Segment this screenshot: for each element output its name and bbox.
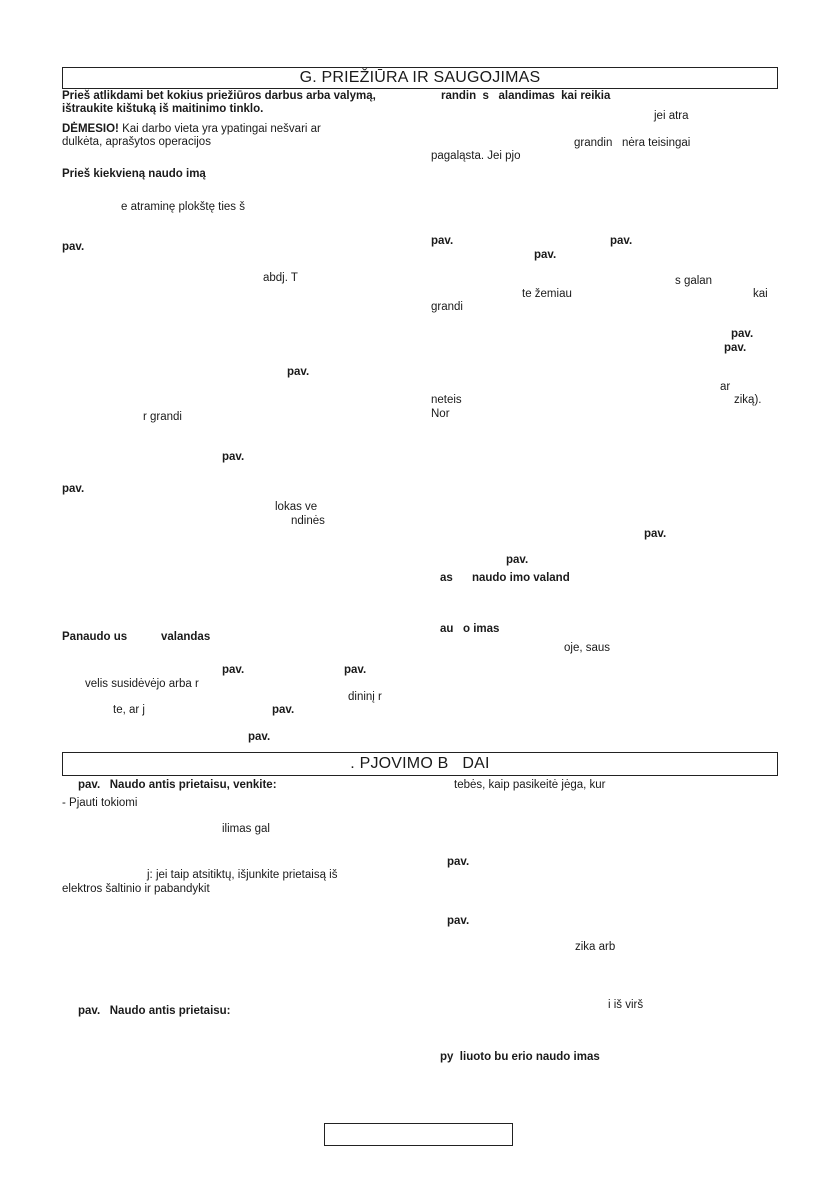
warning-line-2: ištraukite kištuką iš maitinimo tinklo. <box>62 103 264 115</box>
text-fragment: grandin nėra teisingai <box>574 137 691 149</box>
usage-hours-heading: as naudo imo valand <box>440 572 570 584</box>
figure-reference: pav. <box>62 241 85 253</box>
text-fragment: s galan <box>675 275 713 287</box>
storage-heading: au o imas <box>440 623 500 635</box>
text-fragment: neteis <box>431 394 462 406</box>
figure-reference: pav. <box>731 328 754 340</box>
figure-reference: pav. <box>447 856 470 868</box>
text-fragment: ziką). <box>734 394 762 406</box>
figure-reference: pav. <box>610 235 633 247</box>
figure-reference: pav. <box>344 664 367 676</box>
attention-text: Kai darbo vieta yra ypatingai nešvari ar <box>118 123 321 135</box>
after-hours-heading: Panaudo us <box>62 631 128 643</box>
text-fragment: ilimas gal <box>222 823 270 835</box>
text-fragment: pagaląsta. Jei pjo <box>431 150 521 162</box>
attention-paragraph <box>62 122 321 136</box>
text-fragment: tebės, kaip pasikeitė jėga, kur <box>454 779 606 791</box>
text-fragment: kai <box>753 288 768 300</box>
chain-sharpening-heading: randin s alandimas kai reikia <box>441 90 611 102</box>
use-heading: pav. Naudo antis prietaisu: <box>78 1005 231 1017</box>
page-number-box <box>324 1123 513 1146</box>
text-fragment: grandi <box>431 301 463 313</box>
text-fragment: te, ar j <box>113 704 145 716</box>
text-fragment: e atraminę plokštę ties š <box>121 201 246 213</box>
figure-reference: pav. <box>506 554 529 566</box>
text-fragment: j: jei taip atsitiktų, išjunkite prietaisą iš <box>147 869 338 881</box>
figure-reference: pav. <box>287 366 310 378</box>
section-h-title: . PJOVIMO B DAI <box>350 755 490 772</box>
text-fragment: - Pjauti tokiomi <box>62 797 138 809</box>
text-fragment: ndinės <box>291 515 325 527</box>
attention-line-2: dulkėta, aprašytos operacijos <box>62 136 211 148</box>
text-fragment: oje, saus <box>564 642 611 654</box>
text-fragment: velis susidėvėjo arba r <box>85 678 199 690</box>
text-fragment: te žemiau <box>522 288 572 300</box>
text-fragment: i iš virš <box>608 999 644 1011</box>
figure-reference: pav. <box>62 483 85 495</box>
section-h-title-box <box>62 752 778 776</box>
figure-reference: pav. <box>248 731 271 743</box>
section-g-title: G. PRIEŽIŪRA IR SAUGOJIMAS <box>299 69 541 86</box>
text-fragment: dininį r <box>348 691 382 703</box>
figure-reference: pav. <box>724 342 747 354</box>
figure-reference: pav. <box>431 235 454 247</box>
avoid-heading: pav. Naudo antis prietaisu, venkite: <box>78 779 277 791</box>
section-g-title-box <box>62 67 778 89</box>
figure-reference: pav. <box>644 528 667 540</box>
after-hours-heading-2: valandas <box>161 631 211 643</box>
bumper-usage-heading: py liuoto bu erio naudo imas <box>440 1051 600 1063</box>
text-fragment: elektros šaltinio ir pabandykit <box>62 883 210 895</box>
text-fragment: Nor <box>431 408 450 420</box>
text-fragment: lokas ve <box>275 501 318 513</box>
before-each-use-heading: Prieš kiekvieną naudo imą <box>62 168 206 180</box>
text-fragment: ar <box>720 381 731 393</box>
warning-line-1: Prieš atlikdami bet kokius priežiūros darbus arba valymą, <box>62 90 376 102</box>
figure-reference: pav. <box>222 451 245 463</box>
text-fragment: zika arb <box>575 941 616 953</box>
figure-reference: pav. <box>272 704 295 716</box>
figure-reference: pav. <box>222 664 245 676</box>
text-fragment: jei atra <box>654 110 689 122</box>
figure-reference: pav. <box>447 915 470 927</box>
figure-reference: pav. <box>534 249 557 261</box>
attention-label: DĖMESIO! <box>62 123 119 135</box>
text-fragment: abdj. T <box>263 272 298 284</box>
text-fragment: r grandi <box>143 411 182 423</box>
